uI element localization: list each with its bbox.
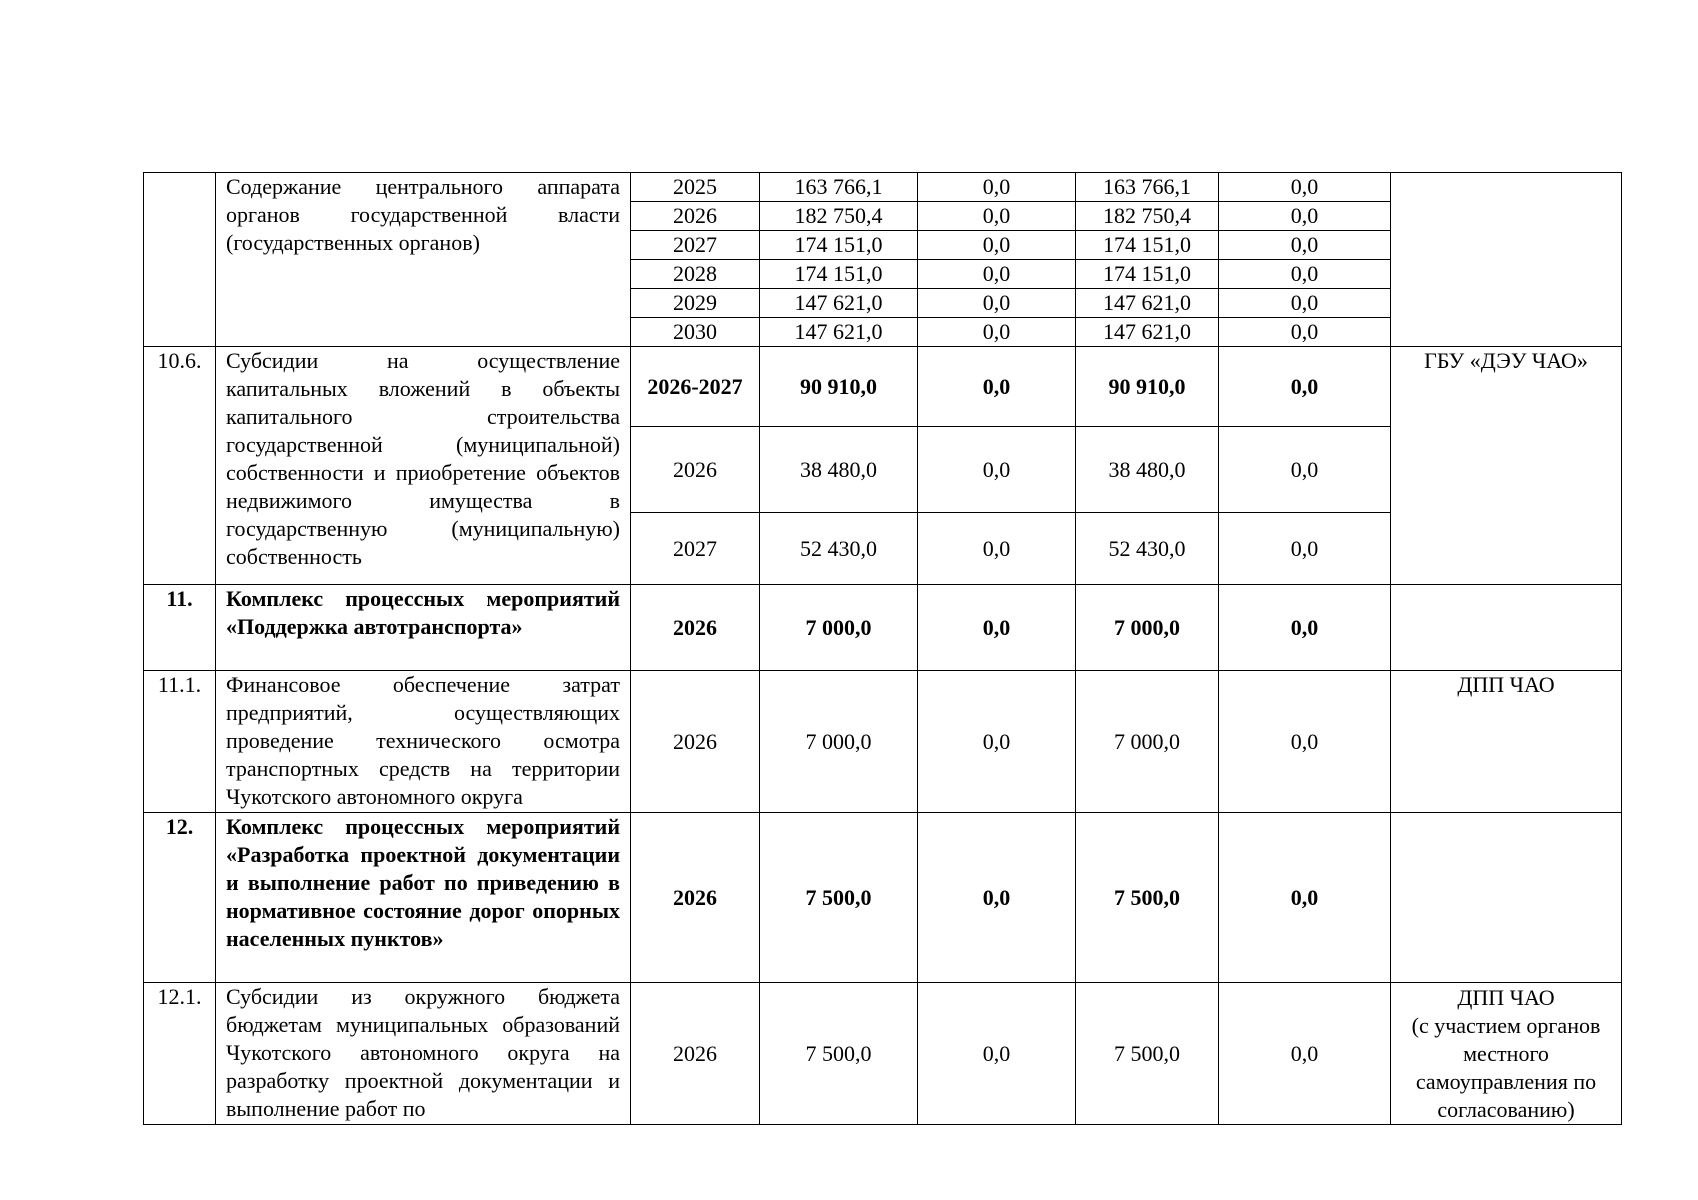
federal-budget-cell: 0,0	[918, 289, 1076, 318]
federal-budget-cell: 0,0	[918, 671, 1076, 813]
year-cell: 2026	[631, 202, 760, 231]
executor-cell	[1391, 173, 1622, 347]
year-cell: 2026	[631, 813, 760, 983]
total-cell: 7 000,0	[760, 671, 918, 813]
other-sources-cell: 0,0	[1219, 671, 1391, 813]
other-sources-cell: 0,0	[1219, 347, 1391, 427]
year-cell: 2026	[631, 671, 760, 813]
district-budget-cell: 182 750,4	[1076, 202, 1219, 231]
federal-budget-cell: 0,0	[918, 427, 1076, 513]
year-cell: 2026	[631, 585, 760, 671]
other-sources-cell: 0,0	[1219, 513, 1391, 585]
row-name: Субсидии на осуществление капитальных вложений в объекты капитального строительства государственной (муниципальной) собственности и приобретение объектов недвижимого имущества в государственную (муниципальную) собственность	[216, 347, 631, 585]
total-cell: 7 000,0	[760, 585, 918, 671]
row-name: Комплекс процессных мероприятий «Разработка проектной документации и выполнение работ по приведению в нормативное состояние дорог опорных населенных пунктов»	[216, 813, 631, 983]
table-row	[144, 983, 1622, 1125]
executor-cell	[1391, 813, 1622, 983]
total-cell: 90 910,0	[760, 347, 918, 427]
district-budget-cell: 147 621,0	[1076, 318, 1219, 347]
year-cell: 2028	[631, 260, 760, 289]
year-cell: 2026-2027	[631, 347, 760, 427]
total-cell: 163 766,1	[760, 173, 918, 202]
other-sources-cell: 0,0	[1219, 813, 1391, 983]
executor-cell: ГБУ «ДЭУ ЧАО»	[1391, 347, 1622, 585]
district-budget-cell: 7 500,0	[1076, 983, 1219, 1125]
table-body	[144, 173, 1622, 1125]
row-number: 11.1.	[144, 671, 216, 813]
year-cell: 2027	[631, 513, 760, 585]
other-sources-cell: 0,0	[1219, 231, 1391, 260]
district-budget-cell: 7 500,0	[1076, 813, 1219, 983]
total-cell: 7 500,0	[760, 813, 918, 983]
row-number	[144, 173, 216, 347]
federal-budget-cell: 0,0	[918, 585, 1076, 671]
federal-budget-cell: 0,0	[918, 260, 1076, 289]
total-cell: 174 151,0	[760, 260, 918, 289]
row-name: Субсидии из окружного бюджета бюджетам муниципальных образований Чукотского автономного округа на разработку проектной документации и выполнение работ по	[216, 983, 631, 1125]
other-sources-cell: 0,0	[1219, 318, 1391, 347]
total-cell: 38 480,0	[760, 427, 918, 513]
year-cell: 2029	[631, 289, 760, 318]
district-budget-cell: 38 480,0	[1076, 427, 1219, 513]
other-sources-cell: 0,0	[1219, 173, 1391, 202]
table-row	[144, 671, 1622, 813]
total-cell: 52 430,0	[760, 513, 918, 585]
federal-budget-cell: 0,0	[918, 231, 1076, 260]
federal-budget-cell: 0,0	[918, 173, 1076, 202]
other-sources-cell: 0,0	[1219, 202, 1391, 231]
district-budget-cell: 7 000,0	[1076, 585, 1219, 671]
other-sources-cell: 0,0	[1219, 289, 1391, 318]
total-cell: 7 500,0	[760, 983, 918, 1125]
year-cell: 2030	[631, 318, 760, 347]
total-cell: 147 621,0	[760, 289, 918, 318]
federal-budget-cell: 0,0	[918, 813, 1076, 983]
total-cell: 174 151,0	[760, 231, 918, 260]
total-cell: 182 750,4	[760, 202, 918, 231]
row-name: Комплекс процессных мероприятий «Поддержка автотранспорта»	[216, 585, 631, 671]
federal-budget-cell: 0,0	[918, 513, 1076, 585]
other-sources-cell: 0,0	[1219, 983, 1391, 1125]
other-sources-cell: 0,0	[1219, 427, 1391, 513]
executor-cell	[1391, 585, 1622, 671]
federal-budget-cell: 0,0	[918, 318, 1076, 347]
district-budget-cell: 7 000,0	[1076, 671, 1219, 813]
row-number: 12.	[144, 813, 216, 983]
district-budget-cell: 163 766,1	[1076, 173, 1219, 202]
table-row	[144, 813, 1622, 983]
federal-budget-cell: 0,0	[918, 202, 1076, 231]
district-budget-cell: 174 151,0	[1076, 231, 1219, 260]
other-sources-cell: 0,0	[1219, 585, 1391, 671]
total-cell: 147 621,0	[760, 318, 918, 347]
district-budget-cell: 174 151,0	[1076, 260, 1219, 289]
year-cell: 2026	[631, 983, 760, 1125]
year-cell: 2026	[631, 427, 760, 513]
district-budget-cell: 147 621,0	[1076, 289, 1219, 318]
budget-table	[143, 172, 1622, 1125]
table-row	[144, 585, 1622, 671]
row-number: 12.1.	[144, 983, 216, 1125]
year-cell: 2027	[631, 231, 760, 260]
row-name: Содержание центрального аппарата органов государственной власти (государственных органов)	[216, 173, 631, 347]
executor-cell: ДПП ЧАО	[1391, 671, 1622, 813]
year-cell: 2025	[631, 173, 760, 202]
table-row	[144, 173, 1622, 202]
federal-budget-cell: 0,0	[918, 983, 1076, 1125]
row-name: Финансовое обеспечение затрат предприятий, осуществляющих проведение технического осмотра транспортных средств на территории Чукотского автономного округа	[216, 671, 631, 813]
row-number: 11.	[144, 585, 216, 671]
federal-budget-cell: 0,0	[918, 347, 1076, 427]
other-sources-cell: 0,0	[1219, 260, 1391, 289]
district-budget-cell: 90 910,0	[1076, 347, 1219, 427]
district-budget-cell: 52 430,0	[1076, 513, 1219, 585]
table-row	[144, 347, 1622, 427]
executor-cell: ДПП ЧАО (с участием органов местного самоуправления по согласованию)	[1391, 983, 1622, 1125]
row-number: 10.6.	[144, 347, 216, 585]
